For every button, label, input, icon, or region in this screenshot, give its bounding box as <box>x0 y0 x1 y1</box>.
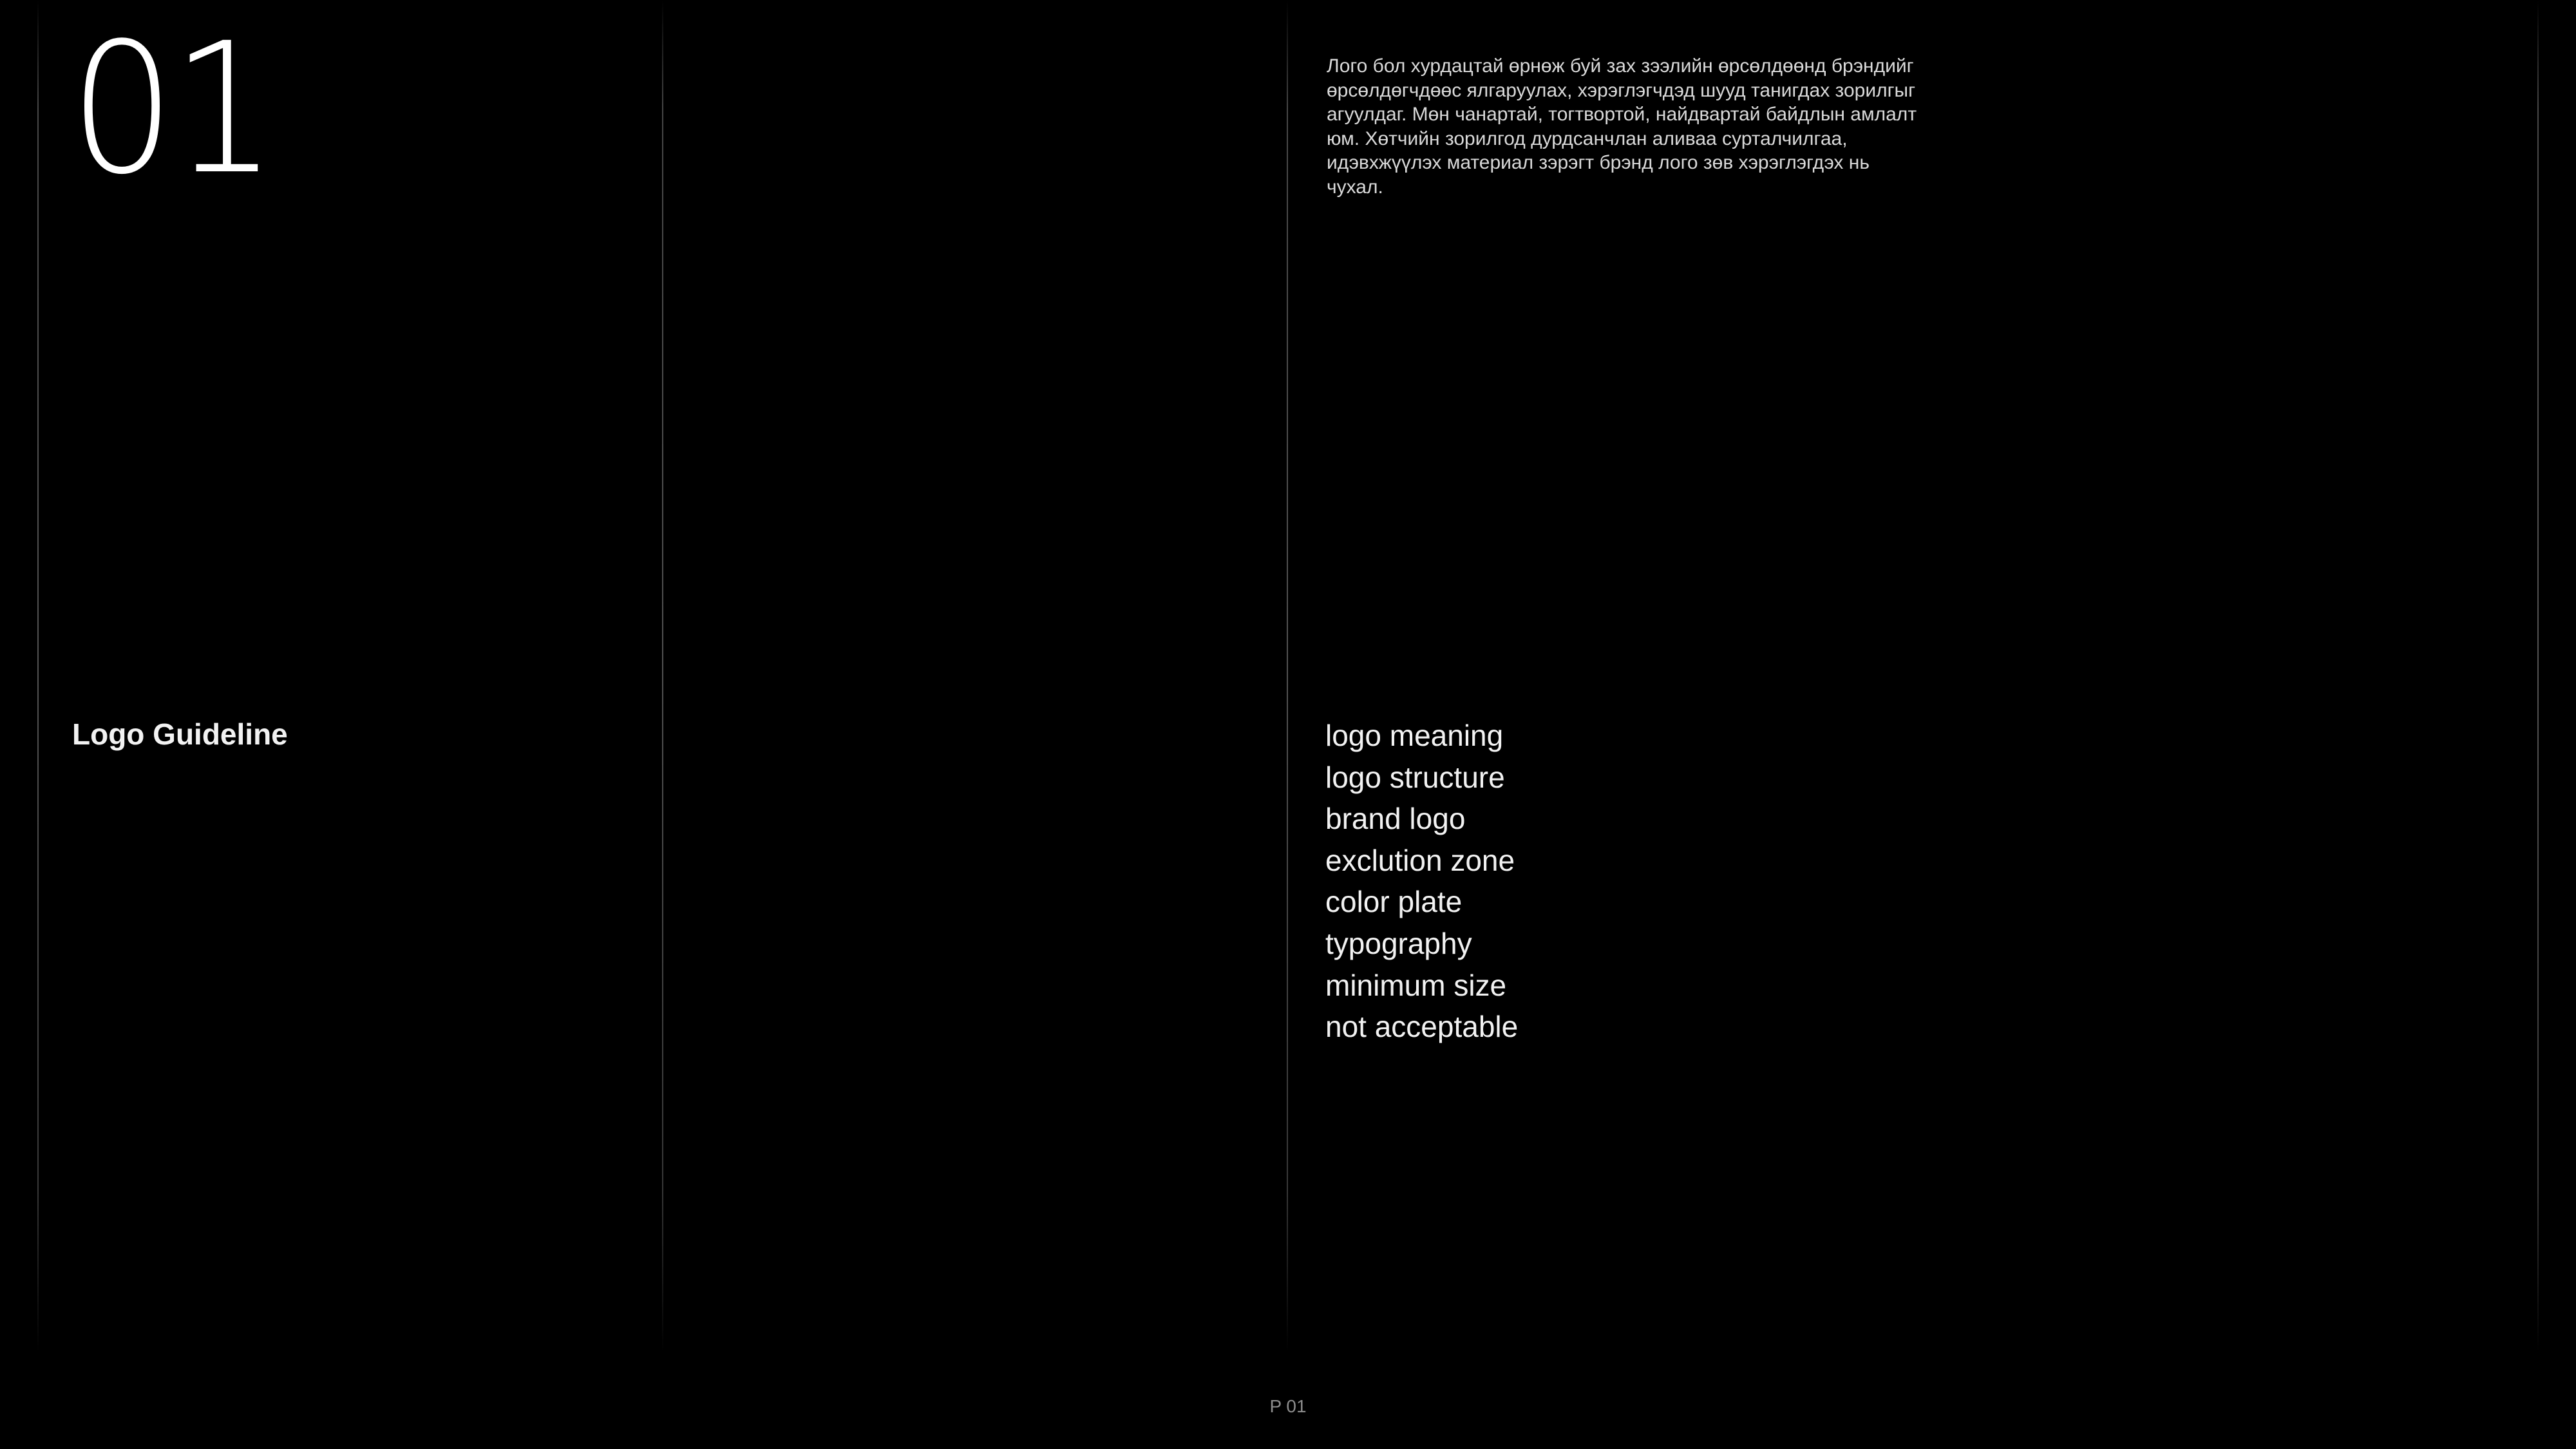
chapter-number <box>70 5 291 214</box>
toc-item-minimum-size[interactable]: minimum size <box>1325 968 1507 1002</box>
toc-item-logo-meaning[interactable]: logo meaning <box>1325 719 1504 752</box>
toc-item-not-acceptable[interactable]: not acceptable <box>1325 1010 1519 1044</box>
column-guide-line-3 <box>1287 0 1288 1352</box>
toc-item-typography[interactable]: typography <box>1325 926 1472 960</box>
toc-item-logo-structure[interactable]: logo structure <box>1325 760 1505 794</box>
column-guide-line-4 <box>2537 0 2539 1352</box>
table-of-contents <box>1325 715 1518 1048</box>
intro-paragraph: Лого бол хурдацтай өрнөж буй зах зээлийн өрсөлдөөнд брэндийг өрсөлдөгчдөөс ялгаруулах, хэрэглэгчдэд шууд танигдах зорилгыг агуулдаг. Мөн чанартай, тогтвортой, найдвартай байдлын амлалт юм. Хөтчийн зорилгод дурдсанчлан аливаа сурталчилгаа, идэвхжүүлэх материал зэрэгт брэнд лого зөв хэрэглэгдэх нь чухал. <box>1327 55 1917 198</box>
column-guide-line-1 <box>37 0 39 1352</box>
chapter-number-text: 01 <box>70 5 274 214</box>
chapter-title: Logo Guideline <box>72 717 288 751</box>
toc-item-color-plate[interactable]: color plate <box>1325 885 1463 919</box>
toc-item-brand-logo[interactable]: brand logo <box>1325 802 1466 836</box>
page-number: P 01 <box>1269 1396 1307 1416</box>
toc-item-exclution-zone[interactable]: exclution zone <box>1325 843 1515 877</box>
column-guide-line-2 <box>662 0 663 1352</box>
